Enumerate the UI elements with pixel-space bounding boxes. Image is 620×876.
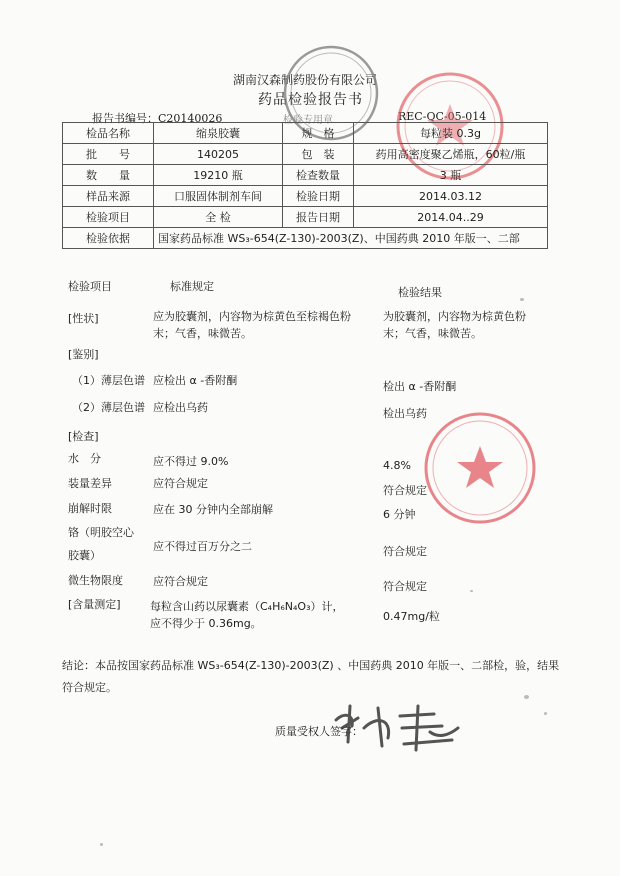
table-cell: 检验日期 — [283, 186, 354, 207]
handwritten-signature — [330, 698, 470, 758]
company-name: 湖南汉森制药股份有限公司 — [233, 73, 378, 87]
table-cell: 报告日期 — [283, 207, 354, 228]
table-cell: 批 号 — [63, 144, 154, 165]
section-traits-label: [性状] — [68, 312, 99, 325]
disintegration-standard: 应在 30 分钟内全部崩解 — [153, 503, 273, 516]
table-cell: 检查数量 — [283, 165, 354, 186]
table-cell: 3 瓶 — [354, 165, 548, 186]
assay-standard-line1: 每粒含山药以尿囊素（C₄H₆N₄O₃）计， — [150, 600, 344, 613]
table-cell: 检品名称 — [63, 123, 154, 144]
traits-result: 为胶囊剂，内容物为棕黄色粉末；气香，味微苦。 — [383, 310, 526, 340]
scan-speck — [100, 843, 103, 846]
scan-speck — [544, 712, 547, 715]
table-cell: 数 量 — [63, 165, 154, 186]
table-cell: 检验依据 — [63, 228, 154, 249]
table-row — [63, 144, 548, 165]
water-standard: 应不得过 9.0% — [153, 455, 229, 468]
report-number-value: C20140026 — [158, 112, 223, 125]
table-row — [63, 186, 548, 207]
table-cell: 缩泉胶囊 — [154, 123, 283, 144]
table-cell: 19210 瓶 — [154, 165, 283, 186]
section-assay-label: [含量测定] — [68, 598, 121, 611]
table-cell: 包 装 — [283, 144, 354, 165]
weight-variation-standard: 应符合规定 — [153, 477, 208, 490]
tlc2-result: 检出乌药 — [383, 407, 427, 420]
traits-standard: 应为胶囊剂，内容物为棕黄色至棕褐色粉末；气香，味微苦。 — [153, 310, 351, 340]
table-row — [63, 207, 548, 228]
table-row — [63, 228, 548, 249]
water-label: 水 分 — [68, 452, 101, 465]
column-header-item: 检验项目 — [68, 280, 112, 293]
signature-label: 质量受权人签字： — [275, 725, 363, 738]
report-number-label: 报告书编号： — [92, 112, 158, 125]
disintegration-label: 崩解时限 — [68, 502, 112, 515]
table-row — [63, 165, 548, 186]
column-header-result: 检验结果 — [398, 286, 442, 299]
table-cell: 每粒装 0.3g — [354, 123, 548, 144]
water-result: 4.8% — [383, 459, 411, 472]
weight-variation-label: 装量差异 — [68, 477, 112, 490]
microbial-limit-label: 微生物限度 — [68, 574, 123, 587]
table-cell: 检验项目 — [63, 207, 154, 228]
record-number: REC-QC-05-014 — [398, 110, 487, 123]
scan-speck — [524, 695, 529, 699]
table-cell: 样品来源 — [63, 186, 154, 207]
assay-result: 0.47mg/粒 — [383, 610, 440, 623]
table-cell: 国家药品标准 WS₃-654(Z-130)-2003(Z)、中国药典 2010 年版一、二部 — [154, 228, 548, 249]
tlc2-label: （2）薄层色谱 — [72, 401, 145, 414]
column-header-standard: 标准规定 — [170, 280, 214, 293]
section-inspection-label: [检查] — [68, 430, 99, 443]
chromium-standard: 应不得过百万分之二 — [153, 540, 252, 553]
tlc1-label: （1）薄层色谱 — [72, 374, 145, 387]
scan-speck — [470, 590, 473, 592]
table-row — [63, 123, 548, 144]
microbial-limit-result: 符合规定 — [383, 580, 427, 593]
tlc2-standard: 应检出乌药 — [153, 401, 208, 414]
chromium-label-line2: 胶囊） — [68, 549, 101, 562]
table-cell: 140205 — [154, 144, 283, 165]
microbial-limit-standard: 应符合规定 — [153, 575, 208, 588]
table-cell: 2014.04..29 — [354, 207, 548, 228]
table-cell: 药用高密度聚乙烯瓶，60粒/瓶 — [354, 144, 548, 165]
table-cell: 规 格 — [283, 123, 354, 144]
table-cell: 全 检 — [154, 207, 283, 228]
product-info-table — [62, 122, 548, 249]
disintegration-result: 6 分钟 — [383, 508, 416, 521]
chromium-result: 符合规定 — [383, 545, 427, 558]
assay-standard-line2: 应不得少于 0.36mg。 — [150, 617, 262, 630]
scan-speck — [520, 298, 524, 301]
weight-variation-result: 符合规定 — [383, 484, 427, 497]
conclusion-text: 结论：本品按国家药品标准 WS₃-654(Z-130)-2003(Z) 、中国药典 2010 年版一、二部检，验，结果符合规定。 — [62, 659, 560, 694]
chromium-label-line1: 铬（明胶空心 — [68, 526, 134, 539]
section-identification-label: [鉴别] — [68, 348, 99, 361]
table-cell: 口服固体制剂车间 — [154, 186, 283, 207]
inspection-stamp-label: 检验专用章 — [283, 115, 333, 126]
report-title: 药品检验报告书 — [258, 92, 363, 108]
table-cell: 2014.03.12 — [354, 186, 548, 207]
tlc1-result: 检出 α -香附酮 — [383, 380, 457, 393]
tlc1-standard: 应检出 α -香附酮 — [153, 374, 238, 387]
quality-seal-red — [418, 406, 542, 530]
